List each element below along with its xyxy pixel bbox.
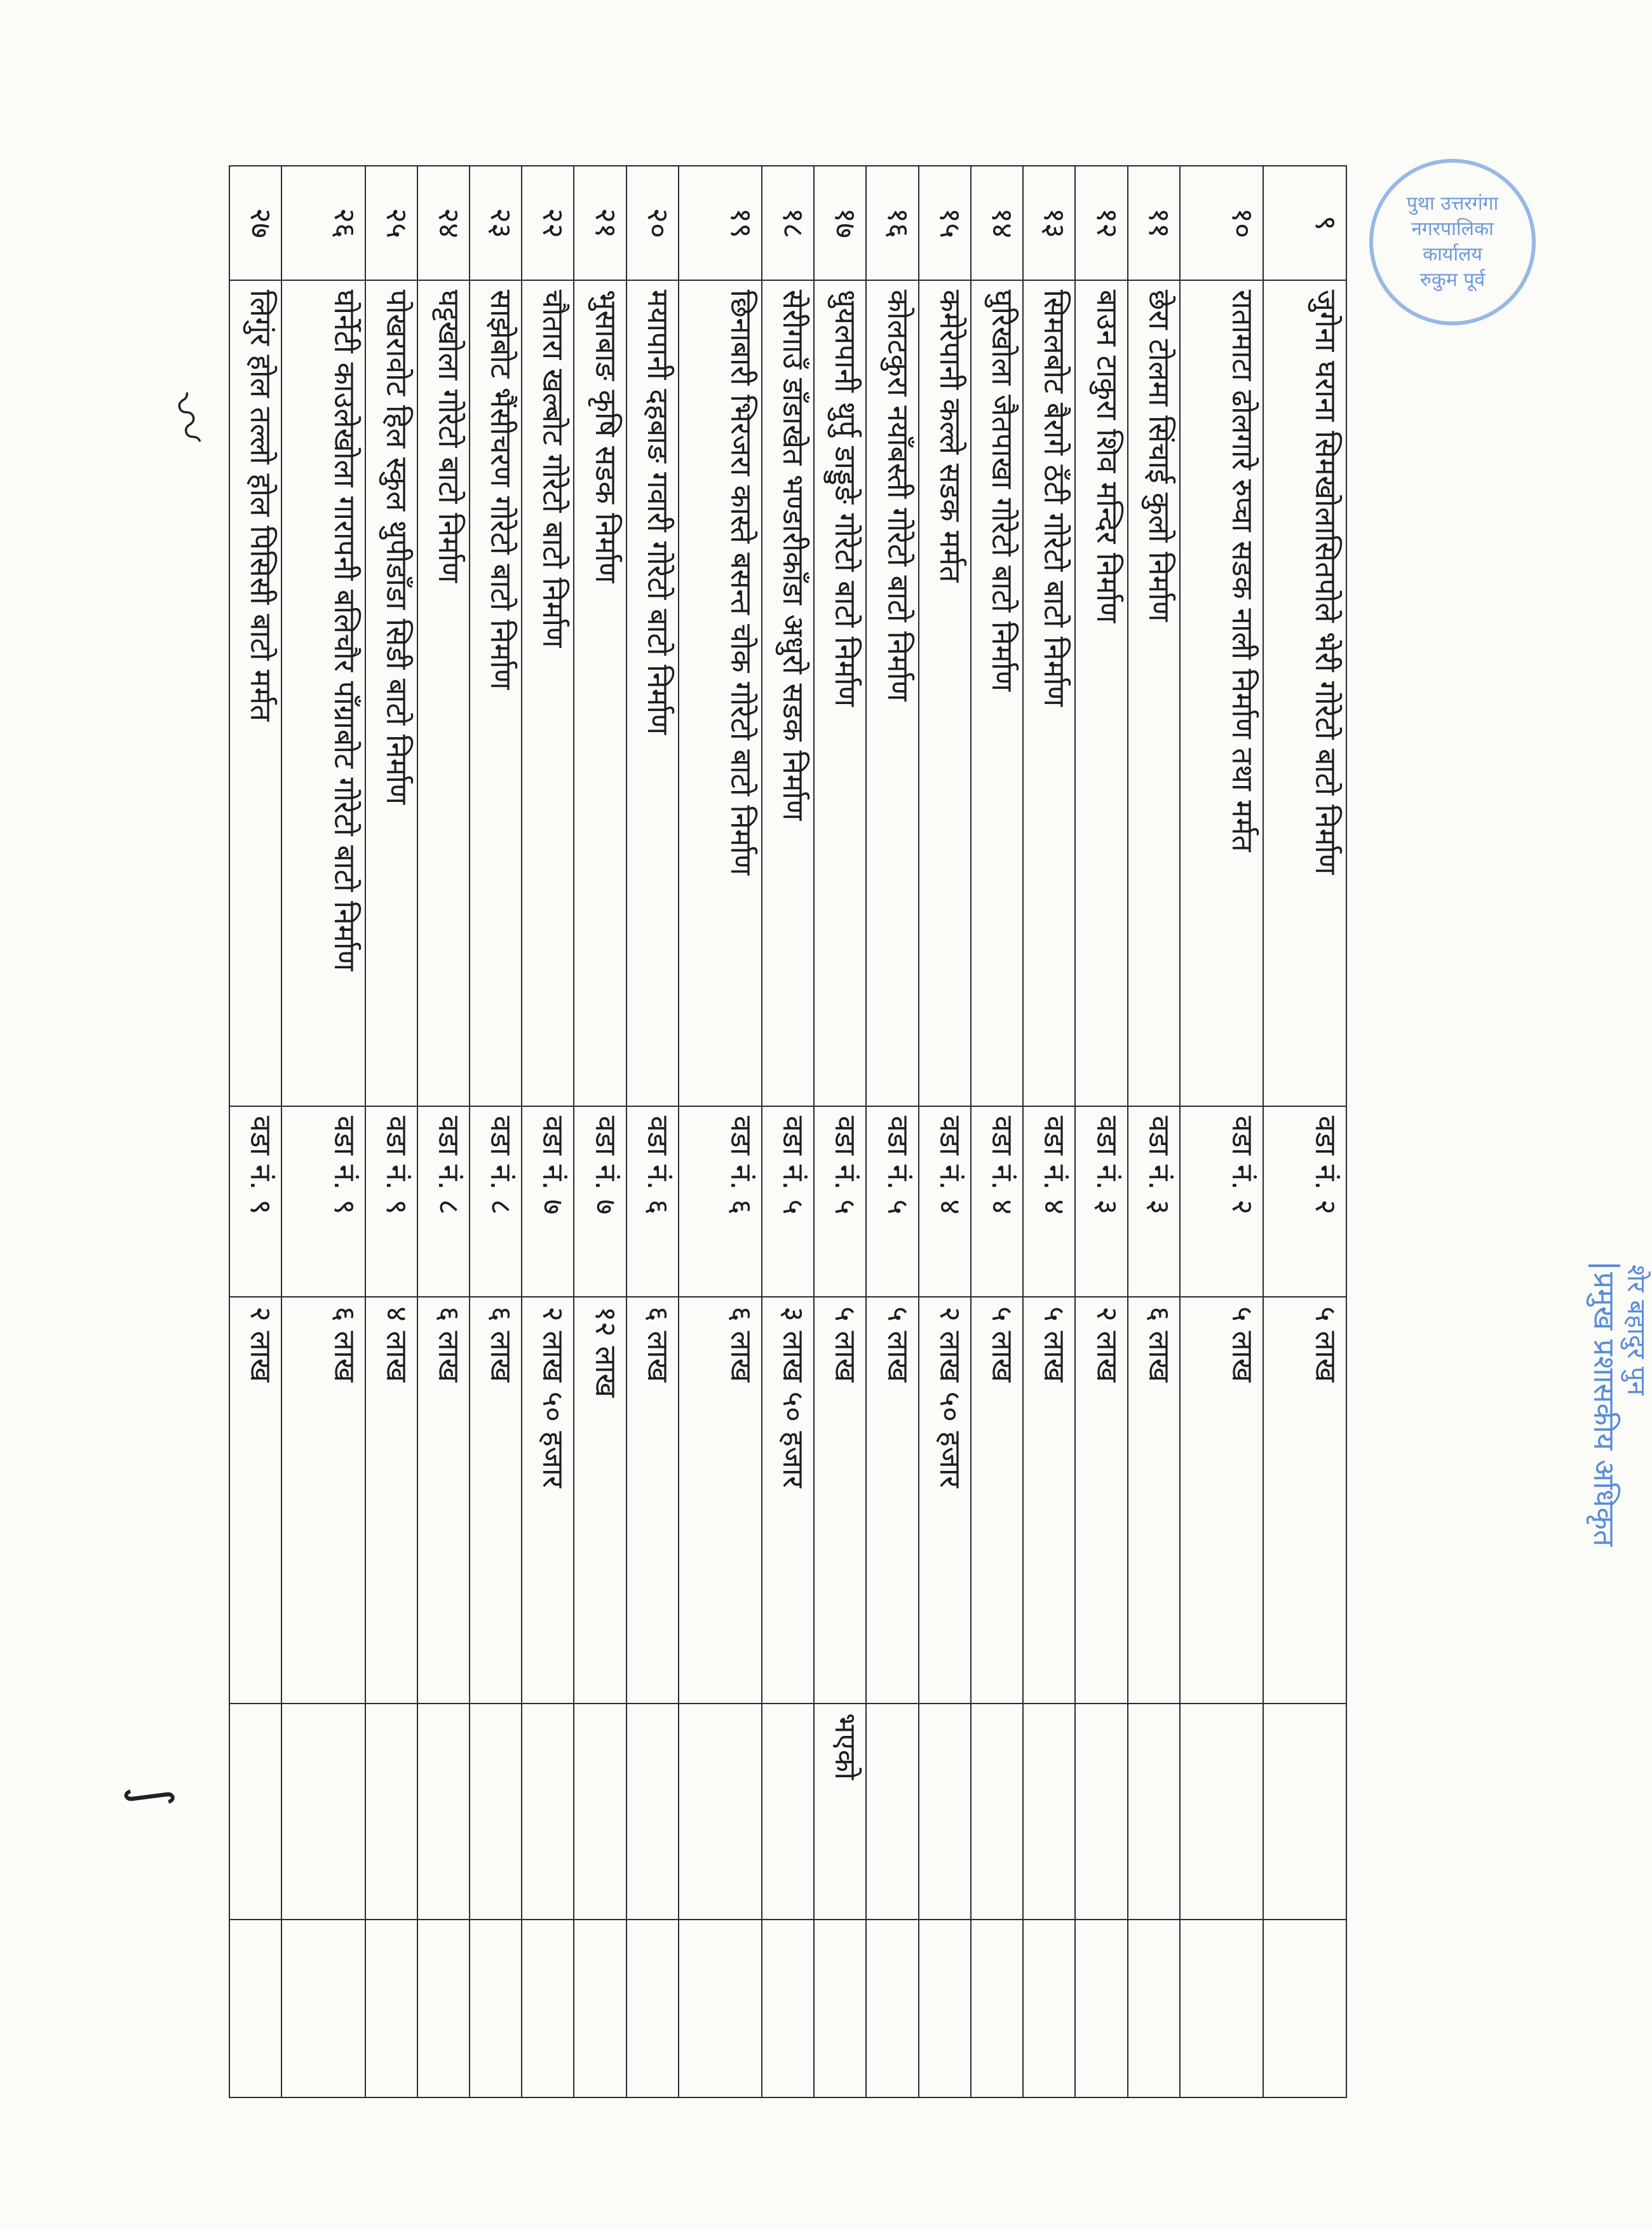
remarks <box>1023 1704 1075 1920</box>
empty-cell <box>679 1920 762 2097</box>
budget-amount: ५ लाख <box>1180 1297 1263 1704</box>
table-row <box>470 166 522 2097</box>
ward-number: वडा नं. ७ <box>574 1106 626 1297</box>
project-name: छेरा टोलमा सिंचाई कुलो निर्माण <box>1128 280 1180 1106</box>
project-name: घोर्नेटी काउलेखोला गारापनी बलिचौर पाँग्राबोट गोरेटो बाटो निर्माण <box>281 280 365 1106</box>
budget-amount: ६ लाख <box>281 1297 365 1704</box>
serial-number: १५ <box>919 166 971 280</box>
officer-name: शेर बहादुर पुन <box>1622 1264 1651 1395</box>
remarks <box>762 1704 814 1920</box>
table-row <box>1023 166 1075 2097</box>
ward-number: वडा नं. ५ <box>762 1106 814 1297</box>
empty-cell <box>229 1920 281 2097</box>
ward-number: वडा नं. ६ <box>679 1106 762 1297</box>
empty-cell <box>281 1920 365 2097</box>
remarks <box>470 1704 522 1920</box>
remarks <box>1180 1704 1263 1920</box>
budget-amount: ४ लाख <box>365 1297 417 1704</box>
serial-number: १९ <box>679 166 762 280</box>
table-row <box>281 166 365 2097</box>
empty-cell <box>1180 1920 1263 2097</box>
project-name: सेरीगाउँ डाँडाखेत भण्डारीकाँडा अधुरो सडक निर्माण <box>762 280 814 1106</box>
serial-number: १७ <box>814 166 866 280</box>
budget-amount: ३ लाख ५० हजार <box>762 1297 814 1704</box>
remarks <box>1075 1704 1127 1920</box>
remarks <box>971 1704 1023 1920</box>
remarks <box>365 1704 417 1920</box>
table-row <box>229 166 281 2097</box>
serial-number: २७ <box>229 166 281 280</box>
serial-number: १४ <box>971 166 1023 280</box>
serial-number: १२ <box>1075 166 1127 280</box>
remarks <box>574 1704 626 1920</box>
project-name: साझेबोट भैंसीचरण गोरेटो बाटो निर्माण <box>470 280 522 1106</box>
serial-number: १० <box>1180 166 1263 280</box>
table-row <box>365 166 417 2097</box>
empty-cell <box>522 1920 574 2097</box>
table-row <box>1075 166 1127 2097</box>
empty-cell <box>814 1920 866 2097</box>
empty-cell <box>971 1920 1023 2097</box>
ward-number: वडा नं. ४ <box>1023 1106 1075 1297</box>
empty-cell <box>919 1920 971 2097</box>
budget-amount: ५ लाख <box>866 1297 918 1704</box>
project-name: धुयलपानी थुर्पु डाड्डुङे गोरेटो बाटो निर्माण <box>814 280 866 1106</box>
rotated-page <box>229 165 1347 2097</box>
budget-amount: ५ लाख <box>814 1297 866 1704</box>
empty-cell <box>626 1920 679 2097</box>
budget-amount: २ लाख ५० हजार <box>522 1297 574 1704</box>
officer-title: प्रमुख प्रशासकीय अधिकृत <box>1588 1264 1620 1963</box>
remarks <box>281 1704 365 1920</box>
table-row <box>866 166 918 2097</box>
budget-amount: २ लाख ५० हजार <box>919 1297 971 1704</box>
table-row <box>1128 166 1180 2097</box>
table-row <box>522 166 574 2097</box>
project-name: पोखरावोट हिल स्कुल थुपीडाँडा सिडी बाटो निर्माण <box>365 280 417 1106</box>
table-row <box>1263 166 1346 2097</box>
budget-amount: ६ लाख <box>1128 1297 1180 1704</box>
table-row <box>971 166 1023 2097</box>
project-name: रातामाटा ढोलगारे रुप्चा सडक नाली निर्माण तथा मर्मत <box>1180 280 1263 1106</box>
serial-number: २० <box>626 166 679 280</box>
ward-number: वडा नं. ९ <box>365 1106 417 1297</box>
budget-amount: १२ लाख <box>574 1297 626 1704</box>
budget-amount: ६ लाख <box>470 1297 522 1704</box>
ward-number: वडा नं. २ <box>1263 1106 1346 1297</box>
budget-table <box>229 165 1347 2098</box>
remarks <box>229 1704 281 1920</box>
office-stamp <box>1369 159 1536 325</box>
remarks <box>1263 1704 1346 1920</box>
serial-number: ११ <box>1128 166 1180 280</box>
ward-number: वडा नं. ४ <box>919 1106 971 1297</box>
project-name: कोलटकुरा नयाँबस्ती गोरेटो बाटो निर्माण <box>866 280 918 1106</box>
remarks <box>626 1704 679 1920</box>
project-name: लिगुंर होल तल्लो होल पिसिसी बाटो मर्मत <box>229 280 281 1106</box>
empty-cell <box>470 1920 522 2097</box>
budget-amount: ५ लाख <box>971 1297 1023 1704</box>
project-name: बाउन टाकुरा शिव मन्दिर निर्माण <box>1075 280 1127 1106</box>
remarks: भएको <box>814 1704 866 1920</box>
table-row <box>762 166 814 2097</box>
ward-number: वडा नं. ४ <box>971 1106 1023 1297</box>
ward-number: वडा नं. ९ <box>281 1106 365 1297</box>
serial-number: १६ <box>866 166 918 280</box>
budget-amount: ६ लाख <box>626 1297 679 1704</box>
ward-number: वडा नं. ८ <box>417 1106 470 1297</box>
project-name: जुगेना घराना सिमखोलासितपोले भेरी गोरेटो बाटो निर्माण <box>1263 280 1346 1106</box>
stamp-line: नगरपालिका <box>1411 218 1494 240</box>
project-name: चौतारा खल्बोट गोरेटो बाटो निर्माण <box>522 280 574 1106</box>
table-row <box>919 166 971 2097</box>
signature-mark: 〰 <box>151 386 222 451</box>
empty-cell <box>574 1920 626 2097</box>
project-name: घट्टखोला गोरेटो बाटो निर्माण <box>417 280 470 1106</box>
table-row <box>1180 166 1263 2097</box>
table-row <box>574 166 626 2097</box>
ward-number: वडा नं. ५ <box>814 1106 866 1297</box>
remarks <box>522 1704 574 1920</box>
serial-number: १३ <box>1023 166 1075 280</box>
remarks <box>1128 1704 1180 1920</box>
empty-cell <box>1263 1920 1346 2097</box>
empty-cell <box>762 1920 814 2097</box>
empty-cell <box>1023 1920 1075 2097</box>
ward-number: वडा नं. ३ <box>1075 1106 1127 1297</box>
serial-number: २३ <box>470 166 522 280</box>
empty-cell <box>417 1920 470 2097</box>
ward-number: वडा नं. ७ <box>522 1106 574 1297</box>
remarks <box>417 1704 470 1920</box>
ward-number: वडा नं. २ <box>1180 1106 1263 1297</box>
stamp-line: पुथा उत्तरगंगा <box>1406 193 1499 215</box>
remarks <box>919 1704 971 1920</box>
ward-number: वडा नं. ६ <box>626 1106 679 1297</box>
budget-amount: ६ लाख <box>679 1297 762 1704</box>
serial-number: २२ <box>522 166 574 280</box>
serial-number: २५ <box>365 166 417 280</box>
ward-number: वडा नं. ५ <box>866 1106 918 1297</box>
stamp-line: रुकुम पूर्व <box>1419 269 1486 291</box>
stamp-line: कार्यालय <box>1423 243 1482 266</box>
project-name: कमेरेपानी कल्ले सडक मर्मत <box>919 280 971 1106</box>
serial-number: २६ <box>281 166 365 280</box>
serial-number: २१ <box>574 166 626 280</box>
ward-number: वडा नं. ३ <box>1128 1106 1180 1297</box>
signature-mark: ∫ <box>121 1777 185 1815</box>
table-row <box>626 166 679 2097</box>
table-row <box>679 166 762 2097</box>
serial-number: १८ <box>762 166 814 280</box>
empty-cell <box>365 1920 417 2097</box>
budget-amount: ५ लाख <box>1023 1297 1075 1704</box>
serial-number: ९ <box>1263 166 1346 280</box>
ward-number: वडा नं. ९ <box>229 1106 281 1297</box>
remarks <box>679 1704 762 1920</box>
project-name: सिमलबोट बैरागे ठँटी गोरेटो बाटो निर्माण <box>1023 280 1075 1106</box>
empty-cell <box>1075 1920 1127 2097</box>
remarks <box>866 1704 918 1920</box>
budget-amount: ६ लाख <box>417 1297 470 1704</box>
budget-amount: ५ लाख <box>1263 1297 1346 1704</box>
project-name: भुसाबाङ कृषि सडक निर्माण <box>574 280 626 1106</box>
project-name: मयापानी दहबाङ गवारी गोरेटो बाटो निर्माण <box>626 280 679 1106</box>
serial-number: २४ <box>417 166 470 280</box>
project-name: घुरिखोला जैतपाखा गोरेटो बाटो निर्माण <box>971 280 1023 1106</box>
ward-number: वडा नं. ८ <box>470 1106 522 1297</box>
budget-amount: २ लाख <box>1075 1297 1127 1704</box>
officer-signature-block <box>1576 1264 1652 1963</box>
project-name: छिनाबारी भिरजरा कास्ते बसन्त चोक गोरेटो बाटो निर्माण <box>679 280 762 1106</box>
budget-amount: २ लाख <box>229 1297 281 1704</box>
empty-cell <box>1128 1920 1180 2097</box>
empty-cell <box>866 1920 918 2097</box>
table-row <box>417 166 470 2097</box>
table-row <box>814 166 866 2097</box>
